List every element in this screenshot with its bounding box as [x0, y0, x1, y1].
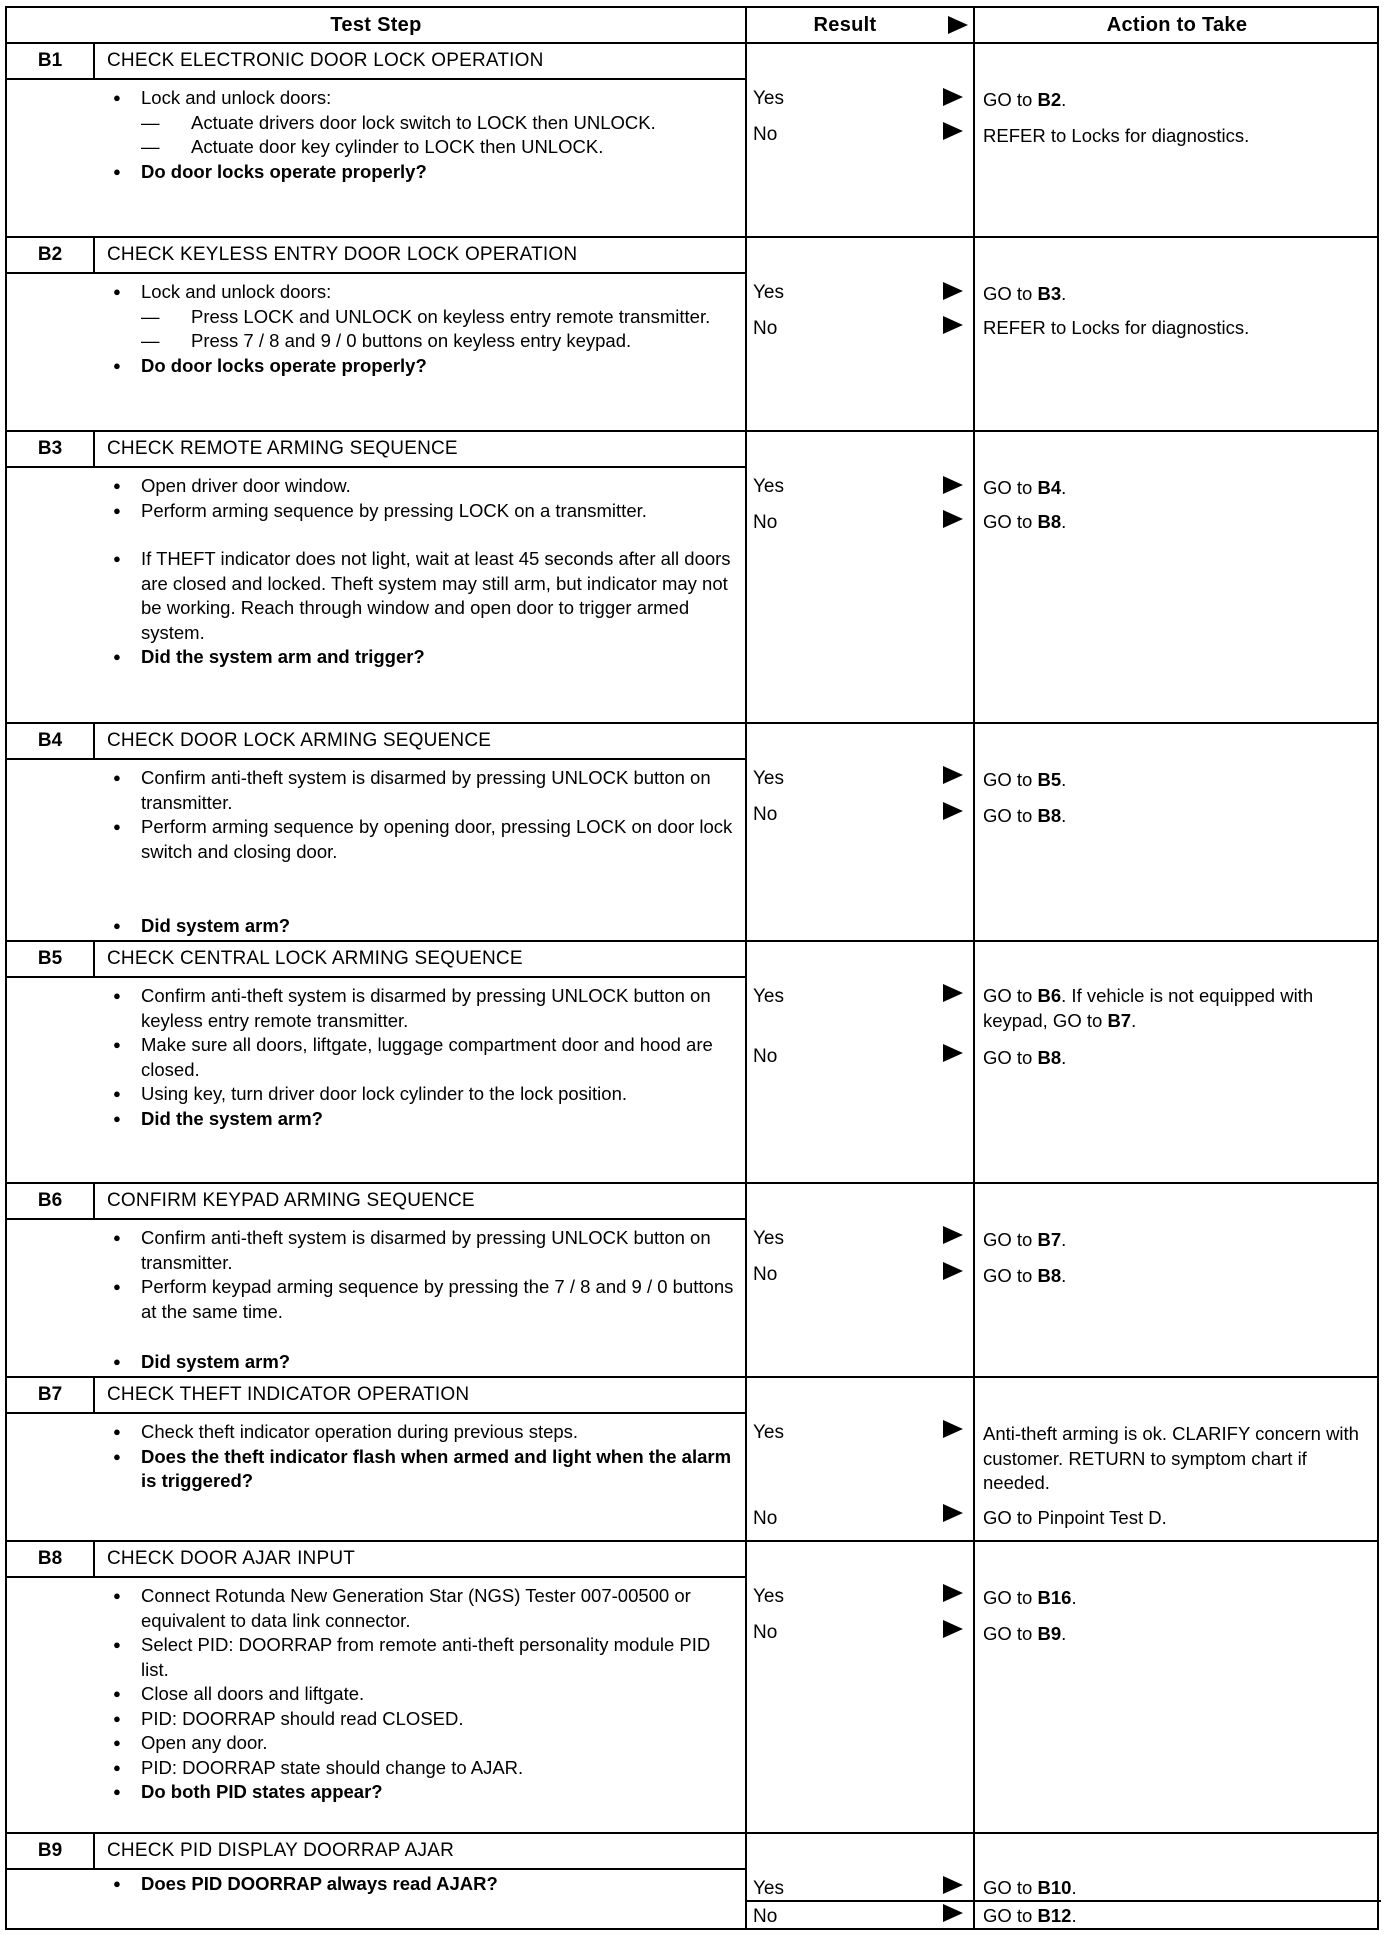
id-divider	[93, 724, 95, 758]
step-item: ● Connect Rotunda New Generation Star (NGS) Tester 007-00500 or equivalent to data link connector.	[99, 1584, 735, 1633]
step-item: ● Perform arming sequence by pressing LOCK on a transmitter.	[99, 499, 735, 524]
id-divider	[93, 1184, 95, 1218]
arrow-icon	[943, 1420, 963, 1438]
section-title: CHECK PID DISPLAY DOORRAP AJAR	[107, 1840, 455, 1861]
arrow-icon	[943, 1044, 963, 1062]
step-item: ● Lock and unlock doors:	[99, 86, 735, 111]
result-yes: Yes	[753, 476, 784, 497]
action-yes: GO to B6. If vehicle is not equipped with keypad, GO to B7.	[983, 985, 1314, 1031]
arrow-icon	[943, 1620, 963, 1638]
step-item: ● Using key, turn driver door lock cylinder to the lock position.	[99, 1082, 735, 1107]
title-rule	[7, 976, 745, 978]
id-divider	[93, 1542, 95, 1576]
action-yes: GO to B4.	[983, 477, 1067, 498]
arrow-icon	[943, 510, 963, 528]
arrow-icon	[943, 984, 963, 1002]
arrow-icon	[943, 1262, 963, 1280]
arrow-icon	[943, 802, 963, 820]
result-yes: Yes	[753, 1422, 784, 1443]
id-divider	[93, 44, 95, 78]
result-yes: Yes	[753, 88, 784, 109]
action-yes: GO to B10.	[983, 1877, 1077, 1898]
action-yes: Anti-theft arming is ok. CLARIFY concern with customer. RETURN to symptom chart if needed.	[983, 1423, 1359, 1493]
step-item: ● Make sure all doors, liftgate, luggage compartment door and hood are closed.	[99, 1033, 735, 1082]
result-yes: Yes	[753, 1878, 784, 1899]
section-title: CHECK THEFT INDICATOR OPERATION	[107, 1384, 470, 1405]
result-no: No	[753, 1622, 778, 1643]
test-steps	[99, 474, 735, 670]
test-steps	[99, 280, 735, 378]
title-rule	[7, 78, 745, 80]
arrow-icon	[943, 122, 963, 140]
arrow-icon	[943, 476, 963, 494]
step-question: ● Does PID DOORRAP always read AJAR?	[99, 1872, 735, 1897]
section-id: B7	[37, 1384, 63, 1405]
arrow-icon	[943, 316, 963, 334]
step-item: ● Confirm anti-theft system is disarmed by pressing UNLOCK button on keyless entry remote transmitter.	[99, 984, 735, 1033]
section-b3	[7, 432, 1381, 722]
title-rule	[7, 1412, 745, 1414]
test-steps	[99, 1420, 735, 1494]
spacer	[99, 864, 735, 914]
section-id: B4	[37, 730, 63, 751]
step-question: ● Does the theft indicator flash when armed and light when the alarm is triggered?	[99, 1445, 735, 1494]
step-item: ● Check theft indicator operation during previous steps.	[99, 1420, 735, 1445]
section-b4	[7, 724, 1381, 940]
action-yes: GO to B2.	[983, 89, 1067, 110]
section-title: CHECK DOOR AJAR INPUT	[107, 1548, 356, 1569]
action-no: REFER to Locks for diagnostics.	[983, 317, 1250, 338]
step-item: ● If THEFT indicator does not light, wait at least 45 seconds after all doors are closed and locked. Theft system may still arm, but indicator may not be working. Reach through window and open door to trigger armed system.	[99, 547, 735, 645]
title-rule	[7, 466, 745, 468]
result-yes: Yes	[753, 1228, 784, 1249]
result-no: No	[753, 1046, 778, 1067]
id-divider	[93, 1378, 95, 1412]
step-item: ● Select PID: DOORRAP from remote anti-theft personality module PID list.	[99, 1633, 735, 1682]
step-question: ● Did system arm?	[99, 914, 735, 939]
action-no: GO to B12.	[983, 1905, 1077, 1926]
result-yes: Yes	[753, 986, 784, 1007]
section-id: B2	[37, 244, 63, 265]
arrow-icon	[943, 1226, 963, 1244]
arrow-icon	[943, 282, 963, 300]
section-id: B9	[37, 1840, 63, 1861]
section-b7	[7, 1378, 1381, 1540]
action-yes: GO to B7.	[983, 1229, 1067, 1250]
section-id: B1	[37, 50, 63, 71]
test-steps	[99, 1226, 735, 1375]
action-no: REFER to Locks for diagnostics.	[983, 125, 1250, 146]
step-item: ● Close all doors and liftgate.	[99, 1682, 735, 1707]
step-item: ● Perform arming sequence by opening door, pressing LOCK on door lock switch and closing door.	[99, 815, 735, 864]
step-question: ● Did the system arm?	[99, 1107, 735, 1132]
title-rule	[7, 272, 745, 274]
arrow-icon	[943, 1904, 963, 1922]
step-item: ● Confirm anti-theft system is disarmed by pressing UNLOCK button on transmitter.	[99, 1226, 735, 1275]
id-divider	[93, 432, 95, 466]
step-item: ● PID: DOORRAP should read CLOSED.	[99, 1707, 735, 1732]
result-no: No	[753, 804, 778, 825]
action-no: GO to B8.	[983, 1265, 1067, 1286]
action-yes: GO to B16.	[983, 1587, 1077, 1608]
result-yes: Yes	[753, 282, 784, 303]
action-yes: GO to B5.	[983, 769, 1067, 790]
step-question: ● Did the system arm and trigger?	[99, 645, 735, 670]
section-b5	[7, 942, 1381, 1182]
result-no: No	[753, 124, 778, 145]
header-test-step: Test Step	[330, 13, 422, 36]
diagnostic-table	[5, 6, 1379, 1930]
action-no: GO to B8.	[983, 1047, 1067, 1068]
result-no: No	[753, 1264, 778, 1285]
result-no: No	[753, 1906, 778, 1927]
test-steps	[99, 766, 735, 939]
id-divider	[93, 942, 95, 976]
id-divider	[93, 238, 95, 272]
result-no: No	[753, 318, 778, 339]
section-title: CHECK CENTRAL LOCK ARMING SEQUENCE	[107, 948, 523, 969]
section-id: B6	[37, 1190, 63, 1211]
test-steps	[99, 1872, 735, 1897]
arrow-icon	[943, 766, 963, 784]
result-yes: Yes	[753, 1586, 784, 1607]
section-b1	[7, 44, 1381, 236]
result-no: No	[753, 512, 778, 533]
section-b8	[7, 1542, 1381, 1832]
title-rule	[7, 1868, 745, 1870]
step-item: ● Open driver door window.	[99, 474, 735, 499]
header-arrow-icon	[948, 16, 968, 34]
section-title: CHECK DOOR LOCK ARMING SEQUENCE	[107, 730, 492, 751]
step-question: ● Do both PID states appear?	[99, 1780, 735, 1805]
action-no: GO to B8.	[983, 805, 1067, 826]
section-title: CHECK KEYLESS ENTRY DOOR LOCK OPERATION	[107, 244, 578, 265]
result-no: No	[753, 1508, 778, 1529]
section-title: CHECK REMOTE ARMING SEQUENCE	[107, 438, 458, 459]
step-question: ● Did system arm?	[99, 1350, 735, 1375]
title-rule	[7, 1576, 745, 1578]
test-steps	[99, 984, 735, 1131]
step-subitem: — Press 7 / 8 and 9 / 0 buttons on keyless entry keypad.	[99, 329, 735, 354]
step-item: ● Perform keypad arming sequence by pressing the 7 / 8 and 9 / 0 buttons at the same time.	[99, 1275, 735, 1324]
step-subitem: — Actuate drivers door lock switch to LOCK then UNLOCK.	[99, 111, 735, 136]
arrow-icon	[943, 88, 963, 106]
section-id: B3	[37, 438, 63, 459]
title-rule	[7, 758, 745, 760]
section-b2	[7, 238, 1381, 430]
section-id: B8	[37, 1548, 63, 1569]
step-item: ● Confirm anti-theft system is disarmed by pressing UNLOCK button on transmitter.	[99, 766, 735, 815]
arrow-icon	[943, 1584, 963, 1602]
step-item: ● PID: DOORRAP state should change to AJAR.	[99, 1756, 735, 1781]
header-result: Result	[813, 13, 877, 36]
step-subitem: — Press LOCK and UNLOCK on keyless entry remote transmitter.	[99, 305, 735, 330]
step-item: ● Open any door.	[99, 1731, 735, 1756]
action-no: GO to B8.	[983, 511, 1067, 532]
section-title: CHECK ELECTRONIC DOOR LOCK OPERATION	[107, 50, 544, 71]
arrow-icon	[943, 1876, 963, 1894]
action-no: GO to Pinpoint Test D.	[983, 1507, 1167, 1528]
section-b9	[7, 1834, 1381, 1932]
section-b6	[7, 1184, 1381, 1376]
step-subitem: — Actuate door key cylinder to LOCK then UNLOCK.	[99, 135, 735, 160]
id-divider	[93, 1834, 95, 1868]
test-steps	[99, 86, 735, 184]
header-action: Action to Take	[1106, 13, 1248, 36]
spacer	[99, 1324, 735, 1350]
title-rule	[7, 1218, 745, 1220]
action-no: GO to B9.	[983, 1623, 1067, 1644]
result-rule	[745, 1900, 1381, 1902]
step-question: ● Do door locks operate properly?	[99, 354, 735, 379]
step-item: ● Lock and unlock doors:	[99, 280, 735, 305]
result-yes: Yes	[753, 768, 784, 789]
section-id: B5	[37, 948, 63, 969]
step-question: ● Do door locks operate properly?	[99, 160, 735, 185]
test-steps	[99, 1584, 735, 1805]
action-yes: GO to B3.	[983, 283, 1067, 304]
arrow-icon	[943, 1504, 963, 1522]
spacer	[99, 523, 735, 547]
section-title: CONFIRM KEYPAD ARMING SEQUENCE	[107, 1190, 475, 1211]
